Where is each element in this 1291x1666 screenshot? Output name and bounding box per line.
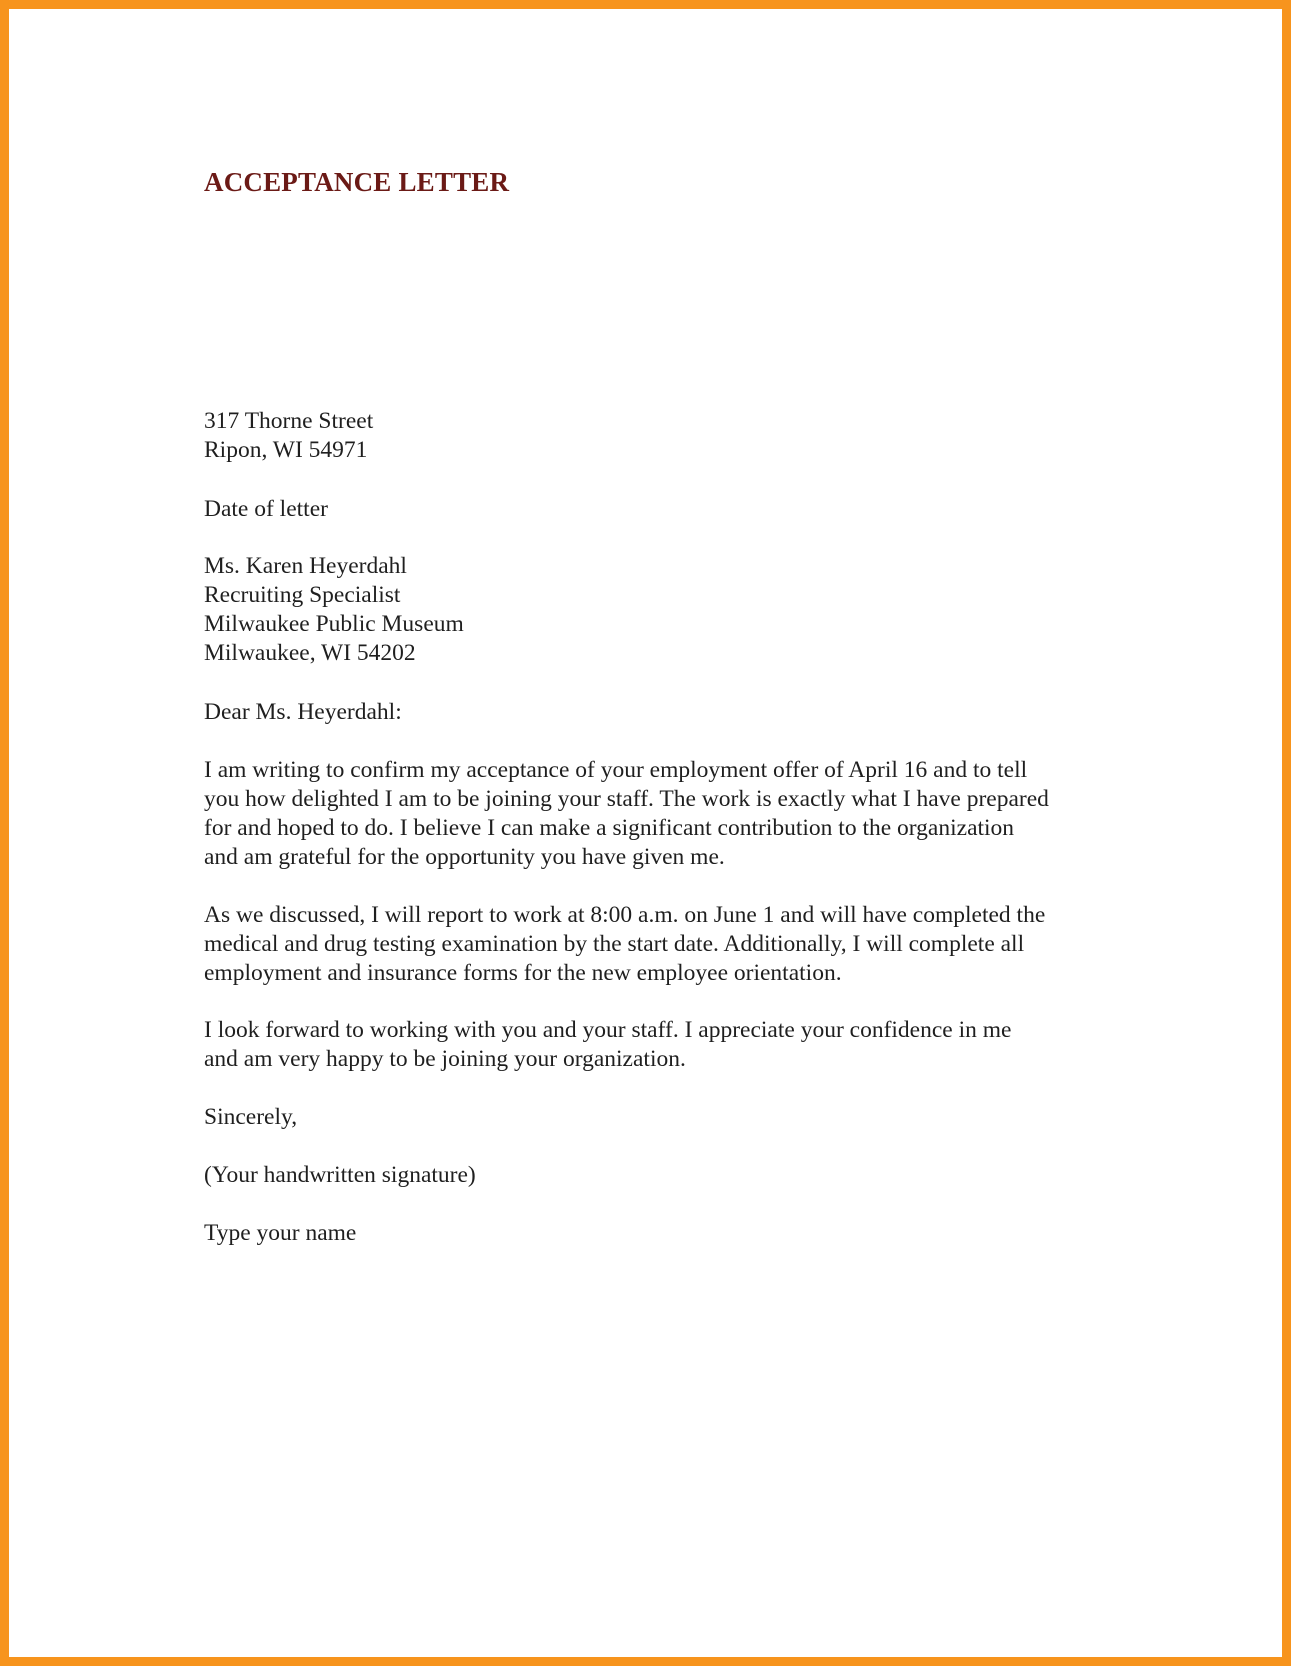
typed-name-text: Type your name	[204, 1220, 357, 1246]
body-paragraph-3	[204, 1016, 1011, 1074]
typed-name	[204, 1219, 356, 1248]
recipient-address	[204, 552, 464, 668]
paragraph-line: and am very happy to be joining your organization.	[204, 1046, 686, 1072]
closing-text: Sincerely,	[204, 1104, 298, 1130]
closing	[204, 1103, 297, 1132]
body-paragraph-2	[204, 901, 1045, 988]
recipient-line: Milwaukee, WI 54202	[204, 640, 416, 666]
paragraph-line: As we discussed, I will report to work at 8:00 a.m. on June 1 and will have completed the	[204, 902, 1046, 928]
signature-text: (Your handwritten signature)	[204, 1162, 476, 1188]
body-paragraph-1	[204, 756, 1049, 872]
salutation	[204, 698, 402, 727]
paragraph-line: medical and drug testing examination by the start date. Additionally, I will complete all	[204, 931, 1025, 957]
paragraph-line: I look forward to working with you and your staff. I appreciate your confidence in me	[204, 1017, 1012, 1043]
recipient-line: Milwaukee Public Museum	[204, 611, 464, 637]
recipient-line: Recruiting Specialist	[204, 582, 401, 608]
letter-date	[204, 495, 328, 524]
sender-address-line: 317 Thorne Street	[204, 408, 374, 434]
paragraph-line: employment and insurance forms for the new employee orientation.	[204, 960, 842, 986]
date-text: Date of letter	[204, 496, 328, 522]
paragraph-line: I am writing to confirm my acceptance of your employment offer of April 16 and to tell	[204, 757, 1028, 783]
recipient-line: Ms. Karen Heyerdahl	[204, 553, 407, 579]
signature-placeholder	[204, 1161, 476, 1190]
salutation-text: Dear Ms. Heyerdahl:	[204, 699, 402, 725]
paragraph-line: you how delighted I am to be joining your staff. The work is exactly what I have prepared	[204, 786, 1049, 812]
paragraph-line: and am grateful for the opportunity you have given me.	[204, 844, 725, 870]
sender-address	[204, 407, 373, 465]
letter-title: ACCEPTANCE LETTER	[204, 167, 510, 197]
paragraph-line: for and hoped to do. I believe I can make a significant contribution to the organization	[204, 815, 1015, 841]
sender-address-line: Ripon, WI 54971	[204, 437, 368, 463]
